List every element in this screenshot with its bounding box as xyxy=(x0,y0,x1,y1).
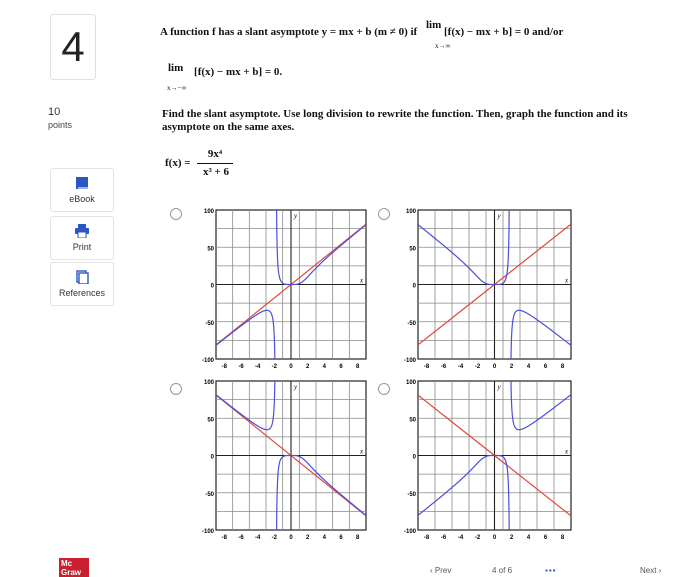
print-label: Print xyxy=(72,242,92,252)
x-tick-label: 2 xyxy=(305,535,310,541)
option-c-graph xyxy=(198,378,370,545)
y-tick-label: 50 xyxy=(207,417,214,424)
x-tick-label: 2 xyxy=(509,535,514,541)
x-tick-label: -8 xyxy=(423,364,430,370)
y-tick-label: -50 xyxy=(407,491,416,498)
y-tick-label: 0 xyxy=(412,283,416,290)
x-tick-label: 4 xyxy=(526,364,531,370)
y-tick-label: -100 xyxy=(403,529,416,535)
y-tick-label: -100 xyxy=(201,358,214,364)
option-b-graph xyxy=(400,207,575,374)
x-tick-label: -8 xyxy=(423,535,430,541)
mcgraw-logo: Mc Graw xyxy=(59,558,89,577)
references-label: References xyxy=(58,288,106,298)
y-tick-label: 50 xyxy=(409,246,416,253)
x-tick-label: 6 xyxy=(543,364,548,370)
x-tick-label: 4 xyxy=(322,535,327,541)
limit-sub-1: x→∞ xyxy=(435,42,451,50)
x-tick-label: 4 xyxy=(322,364,327,370)
x-tick-label: -2 xyxy=(474,535,481,541)
x-tick-label: -6 xyxy=(440,535,447,541)
x-tick-label: -6 xyxy=(238,364,244,370)
y-tick-label: 50 xyxy=(409,417,416,424)
definition-line-1 xyxy=(160,19,564,38)
x-tick-label: 4 xyxy=(526,535,531,541)
x-tick-label: -8 xyxy=(221,535,228,541)
x-axis-label: x xyxy=(565,276,569,285)
instruction-text: Find the slant asymptote. Use long division to rewrite the function. Then, graph the function and its asymptote on the same axes. xyxy=(162,108,628,133)
x-axis-label: x xyxy=(360,447,364,456)
limit-word-1: lim xyxy=(425,19,442,31)
points-label: points xyxy=(48,120,73,130)
x-axis-label: x xyxy=(360,276,364,285)
x-tick-label: 8 xyxy=(560,364,565,370)
y-axis-label: y xyxy=(497,383,501,391)
option-d-graph xyxy=(400,378,575,545)
function-numerator: 9x⁴ xyxy=(207,148,223,160)
x-tick-label: 2 xyxy=(305,364,310,370)
limit-sub-2: x→−∞ xyxy=(167,84,187,92)
option-b-radio[interactable] xyxy=(378,208,390,220)
x-tick-label: 0 xyxy=(492,364,497,370)
y-tick-label: -100 xyxy=(403,358,416,364)
x-tick-label: 6 xyxy=(543,535,548,541)
y-tick-label: -50 xyxy=(407,320,416,327)
x-tick-label: 0 xyxy=(492,535,497,541)
next-label: Next xyxy=(640,566,657,575)
x-tick-label: -4 xyxy=(457,364,464,370)
option-c-radio[interactable] xyxy=(170,383,182,395)
x-tick-label: -6 xyxy=(440,364,447,370)
definition-text-1: A function f has a slant asymptote y = mx + b (m ≠ 0) if xyxy=(160,26,418,38)
x-axis-label: x xyxy=(565,447,569,456)
ebook-label: eBook xyxy=(69,194,95,204)
x-tick-label: 8 xyxy=(560,535,565,541)
x-tick-label: -2 xyxy=(271,535,278,541)
references-icon xyxy=(74,270,90,284)
option-a-graph xyxy=(198,207,370,374)
definition-expr-1: [f(x) − mx + b] = 0 and/or xyxy=(444,26,564,38)
book-icon xyxy=(74,176,90,190)
fraction-bar xyxy=(197,163,233,164)
x-tick-label: 0 xyxy=(289,364,293,370)
y-tick-label: -100 xyxy=(201,529,214,535)
option-a-radio[interactable] xyxy=(170,208,182,220)
x-tick-label: 2 xyxy=(509,364,514,370)
y-tick-label: 100 xyxy=(203,380,214,386)
x-tick-label: 0 xyxy=(289,535,293,541)
x-tick-label: 6 xyxy=(339,535,343,541)
definition-line-2 xyxy=(168,62,283,78)
function-denominator: x³ + 6 xyxy=(202,166,230,178)
prev-button[interactable]: ‹ Prev xyxy=(430,566,452,575)
y-axis-label: y xyxy=(294,212,298,220)
page-indicator: 4 of 6 xyxy=(492,566,513,575)
x-tick-label: -2 xyxy=(271,364,278,370)
x-tick-label: -6 xyxy=(238,535,244,541)
x-tick-label: 8 xyxy=(355,535,360,541)
y-tick-label: -50 xyxy=(205,491,214,498)
definition-expr-2: [f(x) − mx + b] = 0. xyxy=(194,66,283,78)
x-tick-label: -2 xyxy=(474,364,481,370)
left-sidebar xyxy=(0,0,120,577)
references-button[interactable] xyxy=(50,262,114,306)
ebook-button[interactable] xyxy=(50,168,114,212)
y-tick-label: 50 xyxy=(207,246,214,253)
x-tick-label: -4 xyxy=(254,535,261,541)
y-axis-label: y xyxy=(497,212,501,220)
y-tick-label: 100 xyxy=(405,380,416,386)
x-tick-label: -4 xyxy=(254,364,261,370)
y-tick-label: 100 xyxy=(405,209,416,215)
x-tick-label: -4 xyxy=(457,535,464,541)
x-tick-label: 8 xyxy=(355,364,360,370)
x-tick-label: -8 xyxy=(221,364,228,370)
y-tick-label: 0 xyxy=(210,283,214,290)
option-d-radio[interactable] xyxy=(378,383,390,395)
question-number: 4 xyxy=(50,14,96,80)
y-tick-label: 0 xyxy=(412,454,416,461)
x-tick-label: 6 xyxy=(339,364,343,370)
y-tick-label: 0 xyxy=(210,454,214,461)
grid-menu-icon[interactable]: ▪▪▪ xyxy=(545,566,557,575)
y-axis-label: y xyxy=(294,383,298,391)
printer-icon xyxy=(74,224,90,238)
y-tick-label: 100 xyxy=(203,209,214,215)
points-value: 10 xyxy=(48,106,61,118)
function-lhs: f(x) = xyxy=(165,157,191,169)
next-button[interactable]: Next › xyxy=(640,566,662,575)
prev-label: Prev xyxy=(434,566,452,575)
limit-word-2: lim xyxy=(168,62,184,74)
y-tick-label: -50 xyxy=(205,320,214,327)
print-button[interactable] xyxy=(50,216,114,260)
